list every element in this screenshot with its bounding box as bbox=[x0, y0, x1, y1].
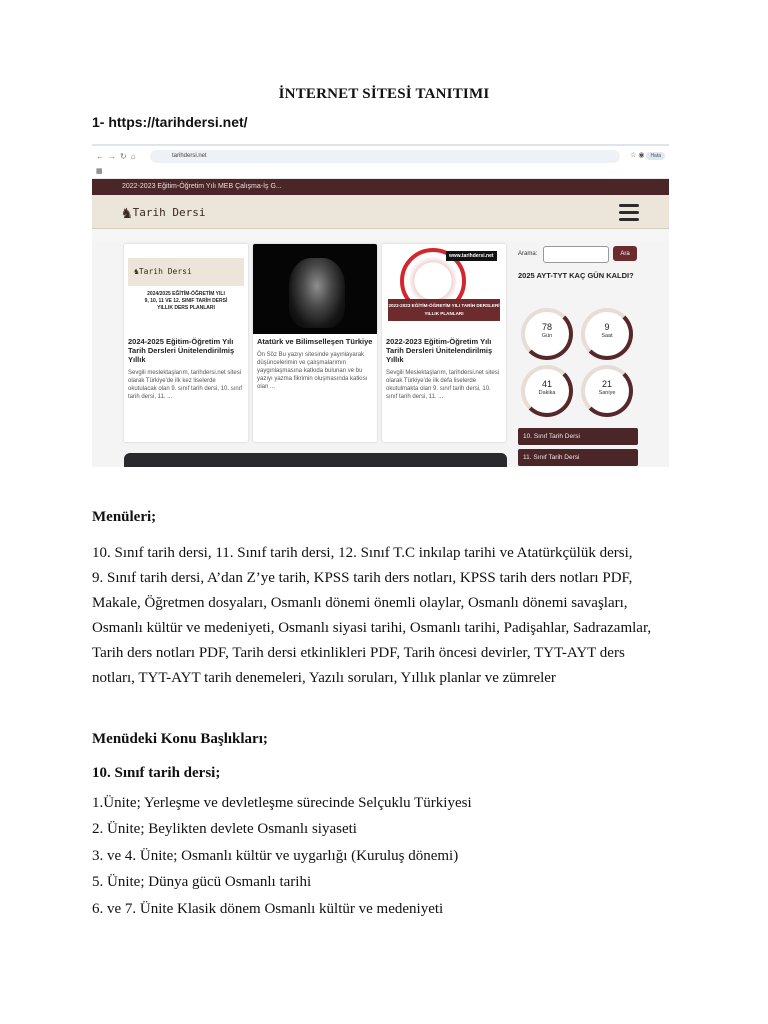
site-content bbox=[92, 241, 669, 467]
sidebar-link-10-sinif: 10. Sınıf Tarih Dersi bbox=[518, 428, 638, 445]
topics-sub-heading: 10. Sınıf tarih dersi; bbox=[92, 765, 221, 781]
site-sidebar bbox=[515, 241, 669, 467]
unit-item: 5. Ünite; Dünya gücü Osmanlı tarihi bbox=[92, 874, 312, 891]
menus-heading: Menüleri; bbox=[92, 509, 157, 525]
site-logo bbox=[122, 203, 206, 222]
extension-icon: ◉ bbox=[638, 152, 645, 159]
menus-line: 9. Sınıf tarih dersi, A’dan Z’ye tarih, KPSS tarih ders notları, KPSS tarih ders notları PDF, bbox=[92, 570, 633, 586]
thumb-web-tag: www.tarihdersi.net bbox=[446, 251, 497, 261]
browser-address-bar bbox=[150, 150, 620, 163]
unit-item: 6. ve 7. Ünite Klasik dönem Osmanlı kültür ve medeniyeti bbox=[92, 900, 444, 917]
post-title: 2022-2023 Eğitim-Öğretim Yılı Tarih Dersleri Ünitelendirilmiş Yıllık bbox=[386, 337, 493, 364]
search-label: Arama: bbox=[518, 251, 538, 257]
site-header bbox=[92, 195, 669, 229]
address-text: tarihdersi.net bbox=[172, 153, 207, 159]
site-heading: 1- https://tarihdersi.net/ bbox=[92, 114, 248, 130]
site-logo-text: Tarih Dersi bbox=[132, 206, 206, 219]
document-title: İNTERNET SİTESİ TANITIMI bbox=[278, 86, 490, 102]
browser-toolbar bbox=[92, 144, 669, 166]
menus-line: notları, TYT-AYT tarih denemeleri, Yazılı soruları, Yıllık planlar ve zümreler bbox=[92, 670, 556, 686]
menus-line: Osmanlı kültür ve medeniyeti, Osmanlı siyasi tarihi, Osmanlı tarihi, Padişahlar, Sadrazamlar, bbox=[92, 620, 652, 636]
thumb-logo: ♞Tarih Dersi bbox=[128, 258, 244, 286]
menus-line: Makale, Öğretmen dosyaları, Osmanlı dönemi önemli olaylar, Osmanlı dönemi savaşları, bbox=[92, 595, 628, 611]
website-screenshot bbox=[92, 144, 669, 467]
countdown-minutes: 41 Dakika bbox=[521, 365, 573, 417]
post-thumbnail bbox=[382, 244, 506, 334]
browser-nav-icons: ←→↻⌂ bbox=[96, 152, 140, 161]
post-card bbox=[382, 244, 506, 442]
post-title: 2024-2025 Eğitim-Öğretim Yılı Tarih Dersleri Ünitelendirilmiş Yıllık bbox=[128, 337, 235, 364]
unit-item: 1.Ünite; Yerleşme ve devletleşme sürecinde Selçuklu Türkiyesi bbox=[92, 795, 472, 811]
countdown-hours: 9 Saat bbox=[581, 308, 633, 360]
units-list bbox=[92, 790, 472, 922]
portrait-image bbox=[289, 258, 345, 328]
countdown-days: 78 Gün bbox=[521, 308, 573, 360]
menus-paragraph bbox=[92, 541, 682, 691]
star-icon: ☆ bbox=[630, 152, 637, 159]
post-card bbox=[124, 244, 248, 442]
browser-right-controls bbox=[630, 151, 665, 160]
post-thumbnail-portrait bbox=[253, 244, 377, 334]
search-button: Ara bbox=[613, 246, 637, 261]
unit-item: 3. ve 4. Ünite; Osmanlı kültür ve uygarlığı (Kuruluş dönemi) bbox=[92, 847, 459, 864]
post-card bbox=[253, 244, 377, 442]
post-title: Atatürk ve Bilimselleşen Türkiye bbox=[257, 337, 373, 346]
thumb-caption: 2024/2025 EĞİTİM-ÖĞRETİM YILI 9, 10, 11 VE 12. SINIF TARİH DERSİ YILLIK DERS PLANLARI bbox=[144, 291, 228, 311]
post-excerpt: Sevgili Meslektaşlarım, tarihdersi.net sitesi olarak Türkiye'de ilk defa liselerde okutulmakta olan 9. sınıf tarih dersi, 10. sınıf tarih dersi, 11. ... bbox=[386, 370, 500, 400]
countdown-title: 2025 AYT-TYT KAÇ GÜN KALDI? bbox=[518, 271, 634, 280]
site-top-strip: 2022-2023 Eğitim-Öğretim Yılı MEB Çalışma-İş G... bbox=[92, 179, 669, 195]
profile-pill: Hata bbox=[646, 152, 665, 160]
next-post-preview bbox=[124, 453, 507, 467]
thumb-banner: 2022-2023 EĞİTİM-ÖĞRETİM YILI TARİH DERSLERİ YILLIK PLANLARI bbox=[388, 299, 500, 321]
unit-item: 2. Ünite; Beylikten devlete Osmanlı siyaseti bbox=[92, 821, 357, 838]
topics-heading: Menüdeki Konu Başlıkları; bbox=[92, 731, 268, 747]
bookmarks-bar bbox=[92, 166, 669, 179]
menus-line: 10. Sınıf tarih dersi, 11. Sınıf tarih dersi, 12. Sınıf T.C inkılap tarihi ve Atatürkçülük dersi, bbox=[92, 545, 633, 561]
horse-logo-icon: ♞ bbox=[122, 203, 132, 222]
post-excerpt: Sevgili meslektaşlarım, tarihdersi.net sitesi olarak Türkiye'de ilk kez liselerde okutulacak olan 9. sınıf tarih dersi, 10. sınıf tarih dersi, 11. ... bbox=[128, 370, 243, 400]
apps-grid-icon: ▦ bbox=[96, 168, 103, 175]
countdown-seconds: 21 Saniye bbox=[581, 365, 633, 417]
sidebar-link-11-sinif: 11. Sınıf Tarih Dersi bbox=[518, 449, 638, 466]
search-input bbox=[543, 246, 609, 263]
hamburger-menu-icon bbox=[619, 204, 639, 221]
menus-line: Tarih ders notları PDF, Tarih dersi etkinlikleri PDF, Tarih öncesi devirler, TYT-AYT ders bbox=[92, 645, 625, 661]
post-excerpt: Ön Söz Bu yazıyı sitesinde yayınlayarak düşüncelerimin ve çalışmalarımın yaygınlaşmasına katkıda bulunan ve bu yazıyı yazma fikrimin oluşmasında katkısı olan ... bbox=[257, 352, 368, 390]
horse-logo-icon: ♞ bbox=[134, 267, 139, 276]
post-thumbnail bbox=[124, 244, 248, 334]
